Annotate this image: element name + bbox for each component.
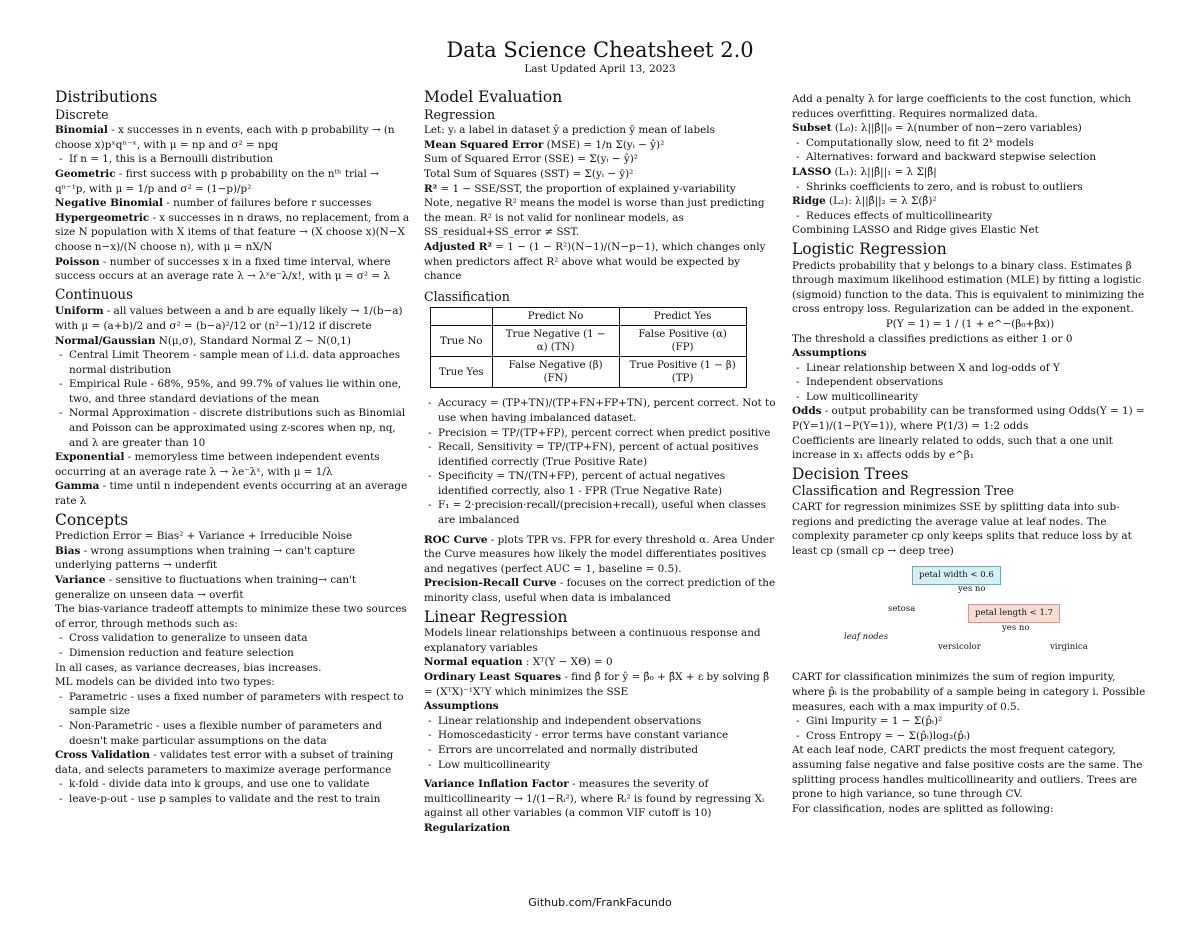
concepts-heading: Concepts <box>55 510 129 529</box>
list-item: - Low multicollinearity <box>438 758 776 773</box>
r2-text: R² = 1 − SSE/SST, the proportion of explained y-variability <box>424 182 736 195</box>
roc-text: ROC Curve - plots TPR vs. FPR for every threshold α. Area Under the Curve measures how likely the model differentiates positives and negatives (perfect AUC = 1, baseline = 0.5). <box>424 533 775 575</box>
tree-branch-label: yes no <box>1002 623 1030 634</box>
list-item: - Dimension reduction and feature selection <box>69 646 410 661</box>
gamma-text: Gamma - time until n independent events occurring at an average rate λ <box>55 480 408 508</box>
sst-text: Total Sum of Squares (SST) = Σ(yᵢ − ȳ)² <box>424 167 634 180</box>
list-item: - Parametric - uses a fixed number of parameters with respect to sample size <box>69 690 410 719</box>
r2-note: Note, negative R² means the model is worse than just predicting the mean. R² is not valid for nonlinear models, as SS_residual+SS_error ≠ SST. <box>424 197 765 239</box>
cart-cls-text: CART for classification minimizes the sum of region impurity, where p̂ᵢ is the probability of a sample being in category i. Possible measures, each with a max impurity of 0.5. <box>792 671 1146 713</box>
list-item: - k-fold - divide data into k groups, and use one to validate <box>69 777 410 792</box>
table-cell: True Yes <box>431 357 493 388</box>
pr-text: Precision-Recall Curve - focuses on the correct prediction of the minority class, useful when data is imbalanced <box>424 577 776 605</box>
cv-text: Cross Validation - validates test error with a subset of training data, and selects parameters to maximize average performance <box>55 749 394 776</box>
table-cell <box>431 308 493 326</box>
assumptions-heading: Assumptions <box>792 347 867 360</box>
table-cell: True No <box>431 326 493 357</box>
list-item: - Shrinks coefficients to zero, and is robust to outliers <box>806 180 1148 195</box>
normal-text: Normal/Gaussian N(μ,σ), Standard Normal Z ~ N(0,1) <box>55 334 351 347</box>
normal-eq-text: Normal equation : Xᵀ(Y − XΘ) = 0 <box>424 656 613 669</box>
list-item: - Linear relationship between X and log-odds of Y <box>806 361 1148 376</box>
elastic-text: Combining LASSO and Ridge gives Elastic Net <box>792 224 1039 237</box>
column-2 <box>424 86 776 836</box>
logreg-heading: Logistic Regression <box>792 239 947 258</box>
let-text: Let: yᵢ a label in dataset ŷ a prediction ȳ mean of labels <box>424 124 715 137</box>
variance-text: Variance - sensitive to fluctuations when training→ can't generalize on unseen data → overfit <box>55 574 357 601</box>
lasso-text: LASSO (L₁): λ||β̂||₁ = λ Σ|β̂| <box>792 165 937 178</box>
tree-root-node: petal width < 0.6 <box>912 566 1001 585</box>
adj-r2-text: Adjusted R² = 1 − (1 − R²)(N−1)/(N−p−1), which changes only when predictors affect R² above what would be expected by chance <box>424 240 766 283</box>
tree-branch-label: yes no <box>958 584 986 595</box>
list-item: - Central Limit Theorem - sample mean of i.i.d. data approaches normal distribution <box>69 348 410 377</box>
list-item: - Cross validation to generalize to unseen data <box>69 631 410 646</box>
list-item: - Precision = TP/(TP+FP), percent correct when predict positive <box>438 426 776 441</box>
tree-leaf-nodes-label: leaf nodes <box>844 632 889 643</box>
sse-text: Sum of Squared Error (SSE) = Σ(yᵢ − ŷ)² <box>424 153 638 166</box>
binomial-text: Binomial - x successes in n events, each with p probability → (n choose x)pˣqⁿ⁻ˣ, with μ = np and σ² = npq <box>55 124 395 151</box>
table-cell: Predict No <box>492 308 619 326</box>
logreg-text: Predicts probability that y belongs to a binary class. Estimates β through maximum likelihood estimation (MLE) by fitting a logistic (sigmoid) function to the data. This is equivalent to minimizing the cross entropy loss. Regularization can be added in the exponent. <box>792 259 1145 316</box>
leaf-text: At each leaf node, CART predicts the most frequent category, assuming false negative and false positive costs are the same. The splitting process handles multicollinearity and outliers. Trees are prone to high variance, so tune through CV. <box>792 744 1143 801</box>
list-item: - Normal Approximation - discrete distributions such as Binomial and Poisson can be approximated using z-scores when np, nq, and λ are greater than 10 <box>69 406 410 450</box>
negbin-text: Negative Binomial - number of failures before r successes <box>55 197 372 210</box>
list-item: - Empirical Rule - 68%, 95%, and 99.7% of values lie within one, two, and three standard deviations of the mean <box>69 377 410 406</box>
list-item: - F₁ = 2·precision·recall/(precision+recall), useful when classes are imbalanced <box>438 498 776 527</box>
column-3 <box>792 92 1148 816</box>
list-item: - Specificity = TN/(TN+FP), percent of actual negatives identified correctly, also 1 - FPR (True Negative Rate) <box>438 469 776 498</box>
mse-text: Mean Squared Error (MSE) = 1/n Σ(yᵢ − ŷ)² <box>424 138 665 151</box>
exponential-text: Exponential - memoryless time between independent events occurring at an average rate λ → λe⁻λˣ, with μ = 1/λ <box>55 451 380 478</box>
penalty-text: Add a penalty λ for large coefficients to the cost function, which reduces overfitting. Requires normalized data. <box>792 93 1131 120</box>
column-1 <box>55 86 410 807</box>
regression-heading: Regression <box>424 106 496 122</box>
tree-leaf-setosa: setosa <box>888 604 916 615</box>
classification-heading: Classification <box>424 288 510 304</box>
tradeoff-text: The bias-variance tradeoff attempts to minimize these two sources of error, through methods such as: <box>55 603 407 630</box>
variance-decrease: In all cases, as variance decreases, bias increases. <box>55 661 322 674</box>
hypergeo-text: Hypergeometric - x successes in n draws, no replacement, from a size N population with X items of that feature → (X choose x)(N−X choose n−x)/(N choose n), with μ = nX/N <box>55 211 410 253</box>
tree-leaf-versicolor: versicolor <box>938 642 981 653</box>
trees-heading: Decision Trees <box>792 464 909 483</box>
coef-text: Coefficients are linearly related to odds, such that a one unit increase in x₁ affects odds by e^β₁ <box>792 434 1113 462</box>
page-title: Data Science Cheatsheet 2.0 <box>446 38 754 62</box>
linreg-text: Models linear relationships between a continuous response and explanatory variables <box>424 627 761 654</box>
vif-text: Variance Inflation Factor - measures the severity of multicollinearity → 1/(1−Rᵢ²), where Rᵢ² is found by regressing Xᵢ against all other variables (a common VIF cutoff is 10) <box>424 778 765 820</box>
subset-text: Subset (L₀): λ||β̂||₀ = λ(number of non−zero variables) <box>792 122 1082 135</box>
cart-heading: Classification and Regression Tree <box>792 483 1015 499</box>
regularization-heading: Regularization <box>424 821 511 834</box>
list-item: - Reduces effects of multicollinearity <box>806 209 1148 224</box>
poisson-text: Poisson - number of successes x in a fixed time interval, where success occurs at an average rate λ → λˣe⁻λ/x!, with μ = σ² = λ <box>55 255 391 283</box>
cart-reg-text: CART for regression minimizes SSE by splitting data into sub-regions and predicting the average value at leaf nodes. The complexity parameter cp only keeps splits that reduce loss by at least cp (small cp → deep tree) <box>792 501 1132 557</box>
decision-tree-diagram <box>792 564 1148 664</box>
model-eval-heading: Model Evaluation <box>424 88 563 106</box>
table-cell: False Negative (β) (FN) <box>492 357 619 388</box>
split-text: For classification, nodes are splitted as following: <box>792 802 1054 815</box>
list-item: - Homoscedasticity - error terms have constant variance <box>438 728 776 743</box>
geometric-text: Geometric - first success with p probability on the nᵗʰ trial → qⁿ⁻¹p, with μ = 1/p and σ² = (1−p)/p² <box>55 167 379 195</box>
distributions-heading: Distributions <box>55 88 158 106</box>
list-item: - If n = 1, this is a Bernoulli distribution <box>69 152 410 167</box>
last-updated: Last Updated April 13, 2023 <box>524 63 676 75</box>
footer-link[interactable]: Github.com/FrankFacundo <box>528 896 672 909</box>
list-item: - Independent observations <box>806 375 1148 390</box>
ols-text: Ordinary Least Squares - find β̂ for ŷ = β̂₀ + β̂X + ε by solving β̂ = (XᵀX)⁻¹XᵀY which minimizes the SSE <box>424 671 770 698</box>
sigmoid-formula: P(Y = 1) = 1 / (1 + e^−(β₀+βx)) <box>885 317 1055 330</box>
list-item: - Linear relationship and independent observations <box>438 714 776 729</box>
ridge-text: Ridge (L₂): λ||β̂||₂ = λ Σ(β̂)² <box>792 195 937 208</box>
prediction-error: Prediction Error = Bias² + Variance + Irreducible Noise <box>55 530 353 543</box>
list-item: - Cross Entropy = − Σ(p̂ᵢ)log₂(p̂ᵢ) <box>806 729 1148 744</box>
list-item: - Computationally slow, need to fit 2ᵏ models <box>806 136 1148 151</box>
discrete-heading: Discrete <box>55 106 109 122</box>
threshold-text: The threshold a classifies predictions as either 1 or 0 <box>792 332 1073 345</box>
table-cell: True Negative (1 − α) (TN) <box>492 326 619 357</box>
list-item: - Recall, Sensitivity = TP/(TP+FN), percent of actual positives identified correctly (True Positive Rate) <box>438 440 776 469</box>
odds-text: Odds - output probability can be transformed using Odds(Y = 1) = P(Y=1)/(1−P(Y=1)), where P(1/3) = 1:2 odds <box>792 405 1145 433</box>
ml-types: ML models can be divided into two types: <box>55 676 275 689</box>
list-item: - Accuracy = (TP+TN)/(TP+FN+FP+TN), percent correct. Not to use when having imbalanced dataset. <box>438 396 776 425</box>
uniform-text: Uniform - all values between a and b are equally likely → 1/(b−a) with μ = (a+b)/2 and σ² = (b−a)²/12 or (n²−1)/12 if discrete <box>55 305 403 332</box>
list-item: - Non-Parametric - uses a flexible number of parameters and doesn't make particular assumptions on the data <box>69 719 410 748</box>
bias-text: Bias - wrong assumptions when training → can't capture underlying patterns → underfit <box>55 544 356 572</box>
tree-inner-node: petal length < 1.7 <box>968 604 1060 623</box>
list-item: - leave-p-out - use p samples to validate and the rest to train <box>69 792 410 807</box>
continuous-heading: Continuous <box>55 286 134 303</box>
list-item: - Errors are uncorrelated and normally distributed <box>438 743 776 758</box>
assumptions-heading: Assumptions <box>424 700 499 713</box>
list-item: - Gini Impurity = 1 − Σ(p̂ᵢ)² <box>806 714 1148 729</box>
table-cell: True Positive (1 − β) (TP) <box>619 357 746 388</box>
linreg-heading: Linear Regression <box>424 607 568 626</box>
table-cell: Predict Yes <box>619 308 746 326</box>
tree-leaf-virginica: virginica <box>1050 642 1088 653</box>
confusion-matrix <box>430 307 747 388</box>
table-cell: False Positive (α) (FP) <box>619 326 746 357</box>
list-item: - Low multicollinearity <box>806 390 1148 405</box>
list-item: - Alternatives: forward and backward stepwise selection <box>806 150 1148 165</box>
